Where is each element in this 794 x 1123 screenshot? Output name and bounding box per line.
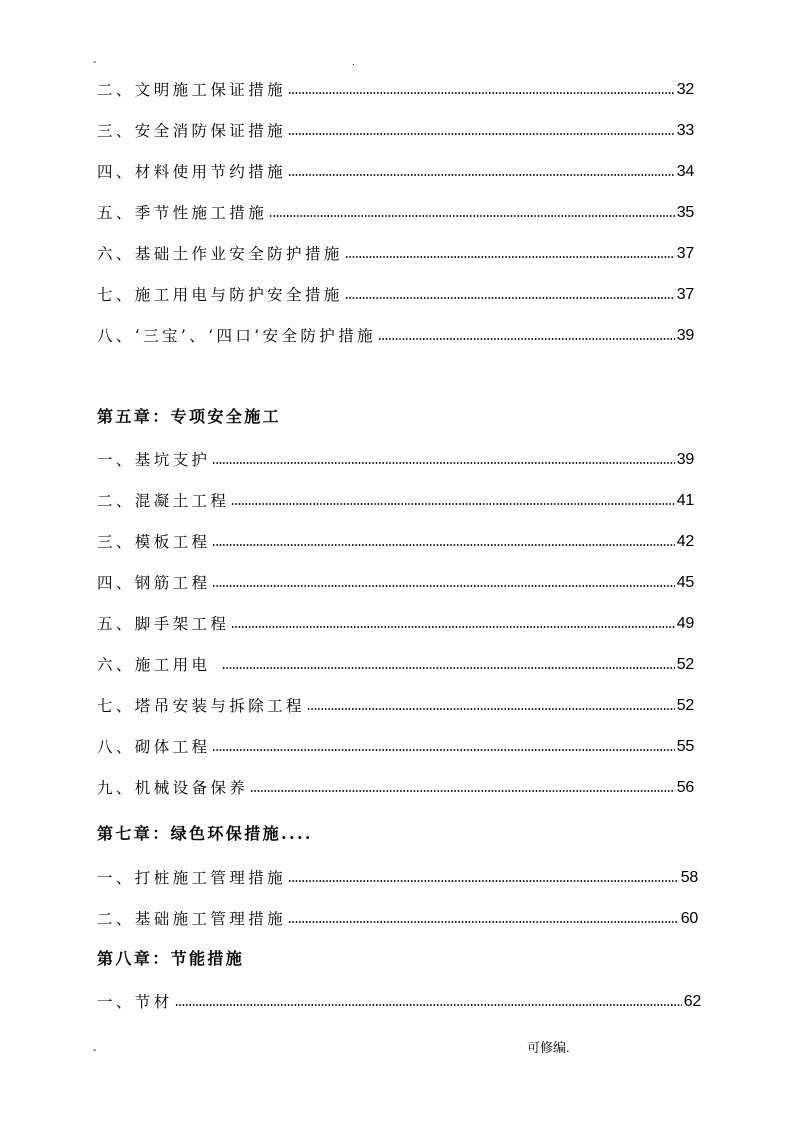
footer-note: 可修编.: [527, 1040, 570, 1055]
toc-entry-label: 九、机械设备保养: [97, 779, 249, 797]
toc-entry-label: 六、基础土作业安全防护措施: [97, 245, 343, 263]
toc-leader-dots: [288, 173, 675, 177]
toc-leader-dots: [288, 920, 679, 924]
toc-entry-label: 一、节材: [97, 993, 173, 1011]
toc-entry-label: 三、安全消防保证措施: [97, 122, 287, 140]
toc-leader-dots: [231, 502, 674, 506]
toc-entry-page: 55: [676, 738, 694, 755]
toc-leader-dots: [222, 666, 674, 670]
toc-entry-label: 二、基础施工管理措施: [97, 910, 287, 928]
toc-entry-label: 八、‘三宝’、‘四口’安全防护措施: [97, 327, 377, 345]
toc-entry-label: 二、混凝土工程: [97, 492, 230, 510]
header-left-mark: -: [93, 57, 97, 68]
toc-entry-label: 七、施工用电与防护安全措施: [97, 286, 343, 304]
toc-entry-label: 二、文明施工保证措施: [97, 81, 287, 99]
toc-entry-page: 58: [680, 869, 698, 886]
toc-entry[interactable]: [97, 651, 694, 675]
toc-entry-page: 62: [683, 993, 701, 1010]
toc-entry-page: 33: [676, 122, 694, 139]
toc-leader-dots: [250, 789, 675, 793]
toc-entry-page: 32: [676, 81, 694, 98]
toc-entry-label: 八、砌体工程: [97, 738, 211, 756]
toc-entry-page: 35: [676, 204, 694, 221]
chapter-heading[interactable]: 第八章：节能措施: [97, 949, 245, 968]
toc-entry-page: 39: [676, 451, 694, 468]
footer-left-mark: -: [93, 1045, 97, 1056]
toc-leader-dots: [175, 1003, 682, 1007]
toc-entry-page: 37: [676, 245, 694, 262]
toc-entry[interactable]: [97, 569, 694, 593]
toc-entry-page: 41: [676, 492, 694, 509]
toc-leader-dots: [212, 543, 674, 547]
toc-entry[interactable]: [97, 774, 694, 798]
toc-entry-label: 四、材料使用节约措施: [97, 163, 287, 181]
toc-leader-dots: [288, 132, 675, 136]
toc-entry[interactable]: [97, 281, 694, 305]
toc-leader-dots: [288, 879, 679, 883]
toc-entry[interactable]: [97, 864, 698, 888]
toc-leader-dots: [288, 91, 675, 95]
toc-entry-label: 五、脚手架工程: [97, 615, 230, 633]
toc-entry[interactable]: [97, 733, 694, 757]
toc-leader-dots: [212, 584, 674, 588]
toc-leader-dots: [231, 625, 674, 629]
toc-leader-dots: [307, 707, 675, 711]
toc-entry[interactable]: [97, 199, 694, 223]
toc-entry[interactable]: [97, 322, 694, 346]
toc-entry-page: 34: [676, 163, 694, 180]
toc-entry[interactable]: [97, 487, 694, 511]
toc-entry-page: 39: [676, 327, 694, 344]
toc-entry[interactable]: [97, 240, 694, 264]
toc-entry[interactable]: [97, 528, 694, 552]
toc-entry-page: 52: [676, 697, 694, 714]
toc-entry-page: 37: [676, 286, 694, 303]
toc-entry-label: 一、打桩施工管理措施: [97, 869, 287, 887]
toc-leader-dots: [212, 748, 674, 752]
toc-entry[interactable]: [97, 446, 694, 470]
chapter-heading[interactable]: 第七章：绿色环保措施....: [97, 824, 313, 843]
toc-entry[interactable]: [97, 158, 694, 182]
toc-entry[interactable]: [97, 692, 694, 716]
toc-entry-page: 60: [680, 910, 698, 927]
toc-leader-dots: [345, 255, 675, 259]
header-right-mark: .: [352, 57, 355, 68]
toc-entry[interactable]: [97, 988, 701, 1012]
toc-entry-page: 49: [676, 615, 694, 632]
toc-entry-page: 52: [676, 656, 694, 673]
toc-leader-dots: [345, 296, 675, 300]
toc-entry-label: 三、模板工程: [97, 533, 211, 551]
toc-entry[interactable]: [97, 610, 694, 634]
toc-entry[interactable]: [97, 905, 698, 929]
toc-entry-label: 一、基坑支护: [97, 451, 211, 469]
toc-entry-label: 五、季节性施工措施: [97, 204, 268, 222]
toc-entry-page: 56: [676, 779, 694, 796]
toc-leader-dots: [212, 461, 674, 465]
toc-entry-page: 45: [676, 574, 694, 591]
chapter-heading[interactable]: 第五章：专项安全施工: [97, 407, 282, 426]
toc-entry-page: 42: [676, 533, 694, 550]
toc-entry-label: 四、钢筋工程: [97, 574, 211, 592]
toc-entry-label: 六、施工用电: [97, 656, 211, 674]
toc-leader-dots: [378, 337, 675, 341]
toc-entry-label: 七、塔吊安装与拆除工程: [97, 697, 305, 715]
toc-entry[interactable]: [97, 76, 694, 100]
toc-entry[interactable]: [97, 117, 694, 141]
toc-leader-dots: [269, 214, 675, 218]
